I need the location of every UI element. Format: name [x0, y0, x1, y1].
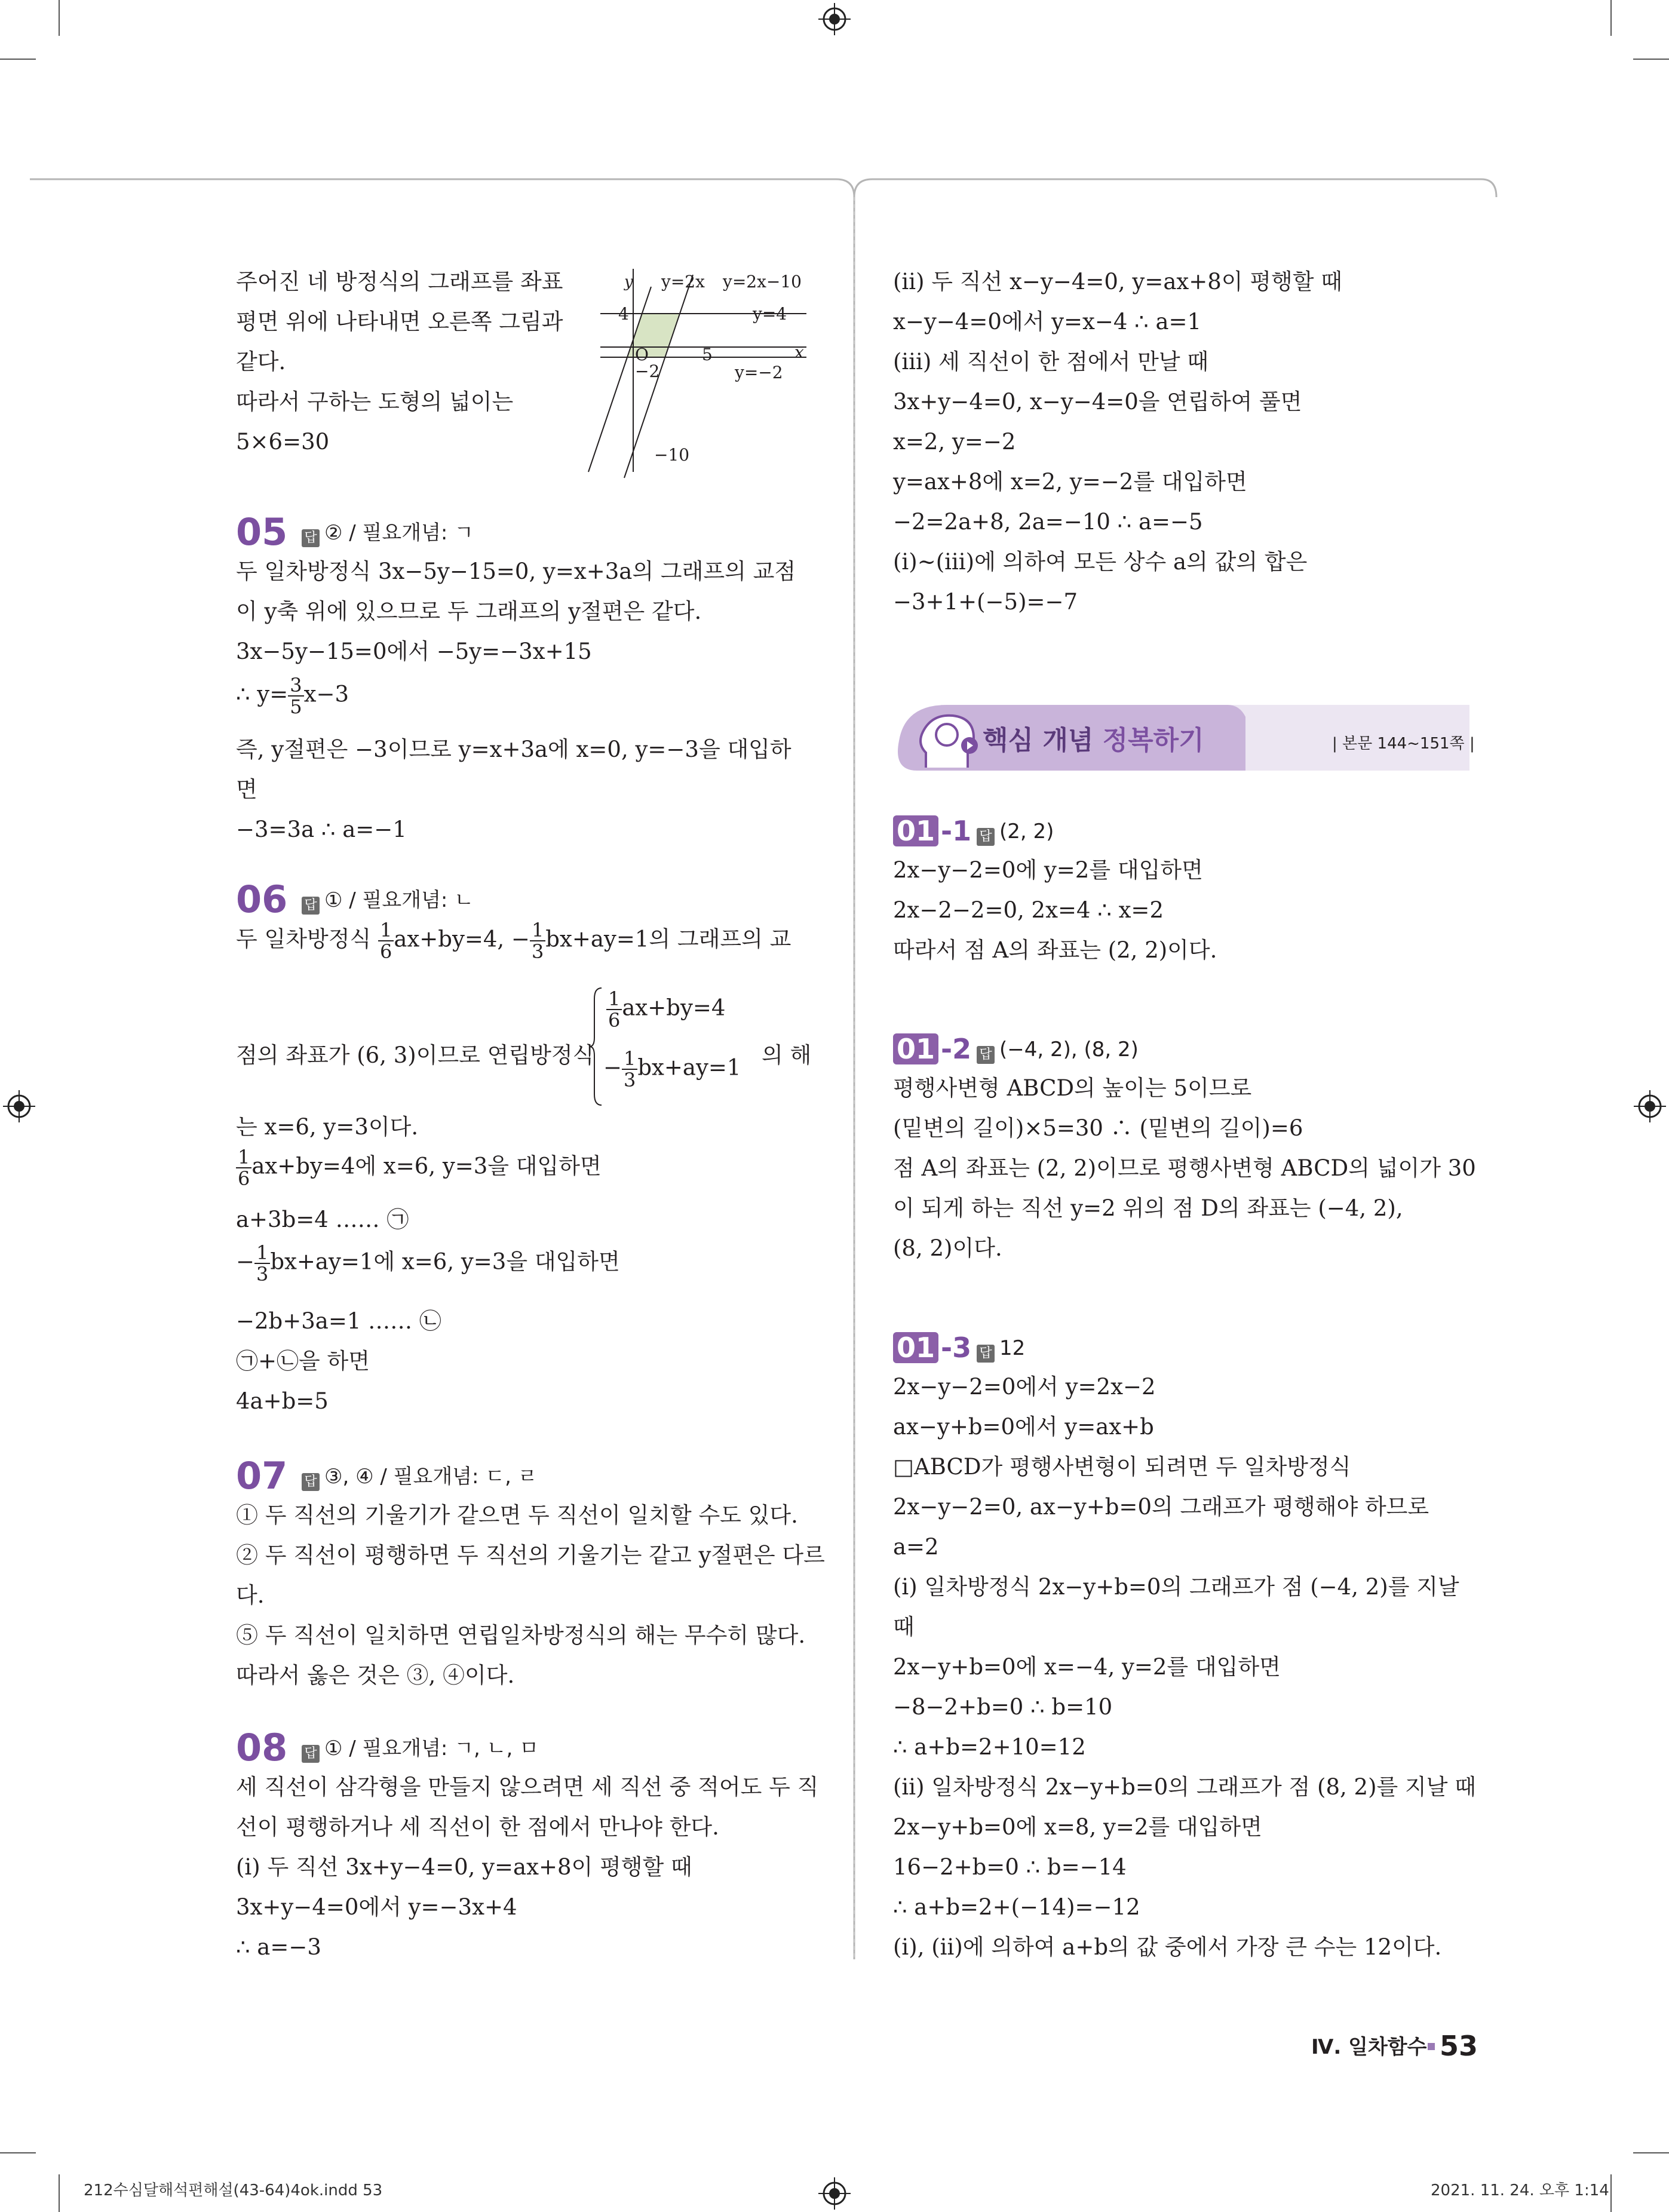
fraction-den: 6 [238, 1167, 250, 1190]
answer-icon: 답 [977, 828, 995, 846]
text-line: 선이 평행하거나 세 직선이 한 점에서 만나야 한다. [236, 1814, 719, 1840]
answer-text: (−4, 2), (8, 2) [999, 1038, 1139, 1061]
text-line: ㉠+㉡을 하면 [236, 1348, 370, 1374]
page-number: 53 [1440, 2030, 1478, 2062]
graph-label-l3: y=4 [753, 304, 787, 324]
answer-icon: 답 [302, 897, 320, 915]
fraction-num: 1 [254, 1242, 270, 1264]
banner-title-a: 핵심 개념 [983, 725, 1103, 756]
text-line [236, 675, 349, 729]
fraction [236, 1147, 251, 1189]
answer-icon: 답 [302, 1745, 320, 1763]
chapter-label: Ⅳ. 일차함수 [1311, 2035, 1427, 2059]
text-line: ∴ a+b=2+(−14)=−12 [893, 1894, 1140, 1920]
text-line: 는 x=6, y=3이다. [236, 1114, 419, 1140]
text-line: (ⅰ) 일차방정식 2x−y+b=0의 그래프가 점 (−4, 2)를 지날 [893, 1574, 1459, 1600]
graph-label-l2: y=2x−10 [723, 272, 802, 292]
text-line: 이 y축 위에 있으므로 두 그래프의 y절편은 같다. [236, 599, 702, 624]
answer-icon: 답 [977, 1345, 995, 1363]
text-line: 2x−y−2=0, ax−y+b=0의 그래프가 평행해야 하므로 [893, 1494, 1429, 1520]
fraction-den: 3 [624, 1069, 636, 1091]
graph-label-t5: 5 [702, 345, 713, 364]
answer-line [302, 887, 474, 915]
graph-label-y: y [624, 273, 633, 291]
text-line: a=2 [893, 1534, 939, 1560]
text-line: 2x−y−2=0에 y=2를 대입하면 [893, 857, 1203, 883]
graph-label-t4: 4 [618, 304, 629, 324]
answer-text: 12 [999, 1336, 1026, 1360]
eq-part: x−3 [303, 681, 349, 707]
badge-sub: -1 [941, 815, 972, 847]
text-line: (8, 2)이다. [893, 1235, 1002, 1261]
intro-line: 5×6=30 [236, 429, 330, 455]
text-line: 3x−5y−15=0에서 −5y=−3x+15 [236, 639, 592, 664]
answer-line [977, 1036, 1139, 1064]
fraction-den: 6 [379, 940, 392, 963]
badge-sub: -2 [941, 1033, 972, 1065]
left-column [236, 257, 833, 1989]
text-line: (밑변의 길이)×5=30 ∴ (밑변의 길이)=6 [893, 1115, 1303, 1141]
footer-separator [1428, 2043, 1435, 2050]
text-line: 2x−y−2=0에서 y=2x−2 [893, 1374, 1156, 1400]
text-line: 때 [893, 1614, 915, 1640]
text-line: 2x−2−2=0, 2x=4 ∴ x=2 [893, 897, 1164, 923]
text-line: 4a+b=5 [236, 1388, 329, 1414]
text-line: 즉, y절편은 −3이므로 y=x+3a에 x=0, y=−3을 대입하 [236, 737, 791, 762]
print-date: 2021. 11. 24. 오후 1:14 [1431, 2182, 1609, 2199]
graph-label-tm2: −2 [635, 361, 660, 381]
answer-line [977, 1335, 1025, 1363]
text-line: x=2, y=−2 [893, 429, 1016, 455]
intro-line: 같다. [236, 349, 286, 375]
answer-text: ① / 필요개념: ㄴ [324, 888, 474, 912]
fraction-den: 6 [608, 1009, 621, 1032]
fraction-den: 3 [531, 940, 544, 963]
system-eq-1 [606, 989, 725, 1042]
text-line: (ⅱ) 일차방정식 2x−y+b=0의 그래프가 점 (8, 2)를 지날 때 [893, 1774, 1477, 1800]
graph-label-l1: y=2x [661, 272, 705, 292]
eq-part: 두 일차방정식 [236, 926, 378, 952]
answer-icon: 답 [302, 529, 320, 547]
text-line: 따라서 옳은 것은 ③, ④이다. [236, 1662, 515, 1688]
fraction-den: 3 [256, 1263, 269, 1286]
problem-badge [893, 1332, 971, 1363]
eq-part: ∴ y= [236, 681, 289, 707]
text-line: −3=3a ∴ a=−1 [236, 817, 407, 842]
fraction-den: 5 [290, 695, 302, 718]
text-line: ∴ a+b=2+10=12 [893, 1734, 1086, 1760]
fraction [254, 1242, 270, 1284]
text-line: −2=2a+8, 2a=−10 ∴ a=−5 [893, 509, 1203, 535]
text-line: 2x−y+b=0에 x=−4, y=2를 대입하면 [893, 1654, 1281, 1680]
intro-line: 주어진 네 방정식의 그래프를 좌표 [236, 269, 563, 294]
badge-sub: -3 [941, 1332, 972, 1364]
answer-line [302, 1464, 538, 1491]
text-line: ① 두 직선의 기울기가 같으면 두 직선이 일치할 수도 있다. [236, 1502, 798, 1528]
banner-ref: | 본문 144~151쪽 | [1332, 735, 1475, 753]
text-line: 세 직선이 삼각형을 만들지 않으려면 세 직선 중 적어도 두 직 [236, 1774, 819, 1800]
fraction-num: 1 [622, 1048, 637, 1070]
fraction [288, 675, 303, 717]
eq-part: bx+ay=1의 그래프의 교 [545, 926, 791, 952]
graph-label-o: O [635, 345, 649, 364]
answer-text: ② / 필요개념: ㄱ [324, 521, 474, 545]
answer-line [302, 520, 474, 547]
fraction [606, 989, 622, 1030]
eq-part: − [236, 1248, 255, 1275]
text-line: 점 A의 좌표는 (2, 2)이므로 평행사변형 ABCD의 넓이가 30 [893, 1155, 1476, 1181]
text-line: □ABCD가 평행사변형이 되려면 두 일차방정식 [893, 1454, 1351, 1480]
text-line: 면 [236, 777, 257, 802]
section-banner [893, 699, 1475, 771]
text-line: (ⅰ) 두 직선 3x+y−4=0, y=ax+8이 평행할 때 [236, 1854, 692, 1880]
problem-badge [893, 815, 971, 846]
fraction-num: 1 [606, 989, 622, 1010]
text-line: ax−y+b=0에서 y=ax+b [893, 1414, 1154, 1440]
text-line: 16−2+b=0 ∴ b=−14 [893, 1854, 1127, 1880]
text-line: a+3b=4 …… ㉠ [236, 1207, 409, 1232]
text-line: (ⅰ)~(ⅲ)에 의하여 모든 상수 a의 값의 합은 [893, 549, 1308, 575]
file-name: 212수심달해석편해설(43-64)4ok.indd 53 [84, 2182, 383, 2199]
text-line: (ⅲ) 세 직선이 한 점에서 만날 때 [893, 349, 1209, 375]
text-line: ⑤ 두 직선이 일치하면 연립일차방정식의 해는 무수히 많다. [236, 1622, 806, 1648]
brace-icon [588, 987, 603, 1106]
text-line: 3x+y−4=0, x−y−4=0을 연립하여 풀면 [893, 389, 1302, 415]
eq-part: bx+ay=1 [637, 1054, 741, 1081]
graph-label-tm10: −10 [654, 445, 690, 465]
answer-text: (2, 2) [999, 820, 1054, 843]
eq-part: ax+by=4, − [394, 926, 530, 952]
fraction-num: 1 [530, 920, 545, 941]
text-line: ∴ a=−3 [236, 1934, 321, 1960]
banner-title [983, 723, 1204, 759]
system-eq-2 [603, 1048, 741, 1102]
text-line: 평행사변형 ABCD의 높이는 5이므로 [893, 1075, 1252, 1101]
fraction-num: 3 [288, 675, 303, 697]
problem-number: 08 [236, 1726, 288, 1769]
brain-icon [917, 711, 983, 771]
problem-number: 07 [236, 1454, 288, 1498]
text-line [236, 1242, 620, 1296]
answer-line [302, 1735, 539, 1763]
problem-number: 06 [236, 878, 288, 921]
fraction [530, 920, 545, 962]
intro-line: 따라서 구하는 도형의 넓이는 [236, 389, 514, 415]
answer-text: ① / 필요개념: ㄱ, ㄴ, ㅁ [324, 1737, 539, 1760]
text-line: 두 일차방정식 3x−5y−15=0, y=x+3a의 그래프의 교점 [236, 559, 796, 584]
intro-line: 평면 위에 나타내면 오른쪽 그림과 [236, 309, 563, 335]
answer-text: ③, ④ / 필요개념: ㄷ, ㄹ [324, 1465, 538, 1489]
text-line: 점의 좌표가 (6, 3)이므로 연립방정식 [236, 1042, 594, 1068]
right-column [893, 257, 1490, 1989]
text-line: (ⅱ) 두 직선 x−y−4=0, y=ax+8이 평행할 때 [893, 269, 1343, 294]
fraction-num: 1 [236, 1147, 251, 1168]
eq-part: − [603, 1054, 622, 1081]
eq-part: ax+by=4에 x=6, y=3을 대입하면 [251, 1153, 602, 1179]
graph-label-x: x [794, 342, 804, 362]
fraction [622, 1048, 637, 1090]
badge-main: 01 [893, 1332, 938, 1363]
text-line: −8−2+b=0 ∴ b=10 [893, 1694, 1113, 1720]
text-line: ② 두 직선이 평행하면 두 직선의 기울기는 같고 y절편은 다르 [236, 1542, 825, 1568]
text-line: 3x+y−4=0에서 y=−3x+4 [236, 1894, 517, 1920]
text-line: 따라서 점 A의 좌표는 (2, 2)이다. [893, 937, 1217, 963]
badge-main: 01 [893, 1033, 938, 1064]
eq-part: bx+ay=1에 x=6, y=3을 대입하면 [270, 1248, 620, 1275]
answer-line [977, 818, 1054, 846]
answer-icon: 답 [302, 1473, 320, 1491]
text-line: 의 해 [762, 1042, 812, 1068]
badge-main: 01 [893, 815, 938, 846]
graph-label-l4: y=−2 [735, 363, 783, 382]
text-line: −2b+3a=1 …… ㉡ [236, 1308, 441, 1334]
eq-part: ax+by=4 [622, 995, 726, 1021]
text-line: −3+1+(−5)=−7 [893, 589, 1078, 615]
text-line: x−y−4=0에서 y=x−4 ∴ a=1 [893, 309, 1202, 335]
text-line: 다. [236, 1582, 265, 1608]
problem-number: 05 [236, 510, 288, 554]
answer-icon: 답 [977, 1046, 995, 1064]
text-line: 이 되게 하는 직선 y=2 위의 점 D의 좌표는 (−4, 2), [893, 1195, 1403, 1221]
problem-badge [893, 1033, 971, 1064]
text-line: 2x−y+b=0에 x=8, y=2를 대입하면 [893, 1814, 1262, 1840]
text-line [236, 1147, 602, 1201]
text-line [236, 920, 791, 974]
text-line: (ⅰ), (ⅱ)에 의하여 a+b의 값 중에서 가장 큰 수는 12이다. [893, 1934, 1442, 1960]
text-line: y=ax+8에 x=2, y=−2를 대입하면 [893, 469, 1247, 495]
banner-title-b: 정복하기 [1102, 725, 1204, 756]
fraction-num: 1 [378, 920, 394, 941]
fraction [378, 920, 394, 962]
